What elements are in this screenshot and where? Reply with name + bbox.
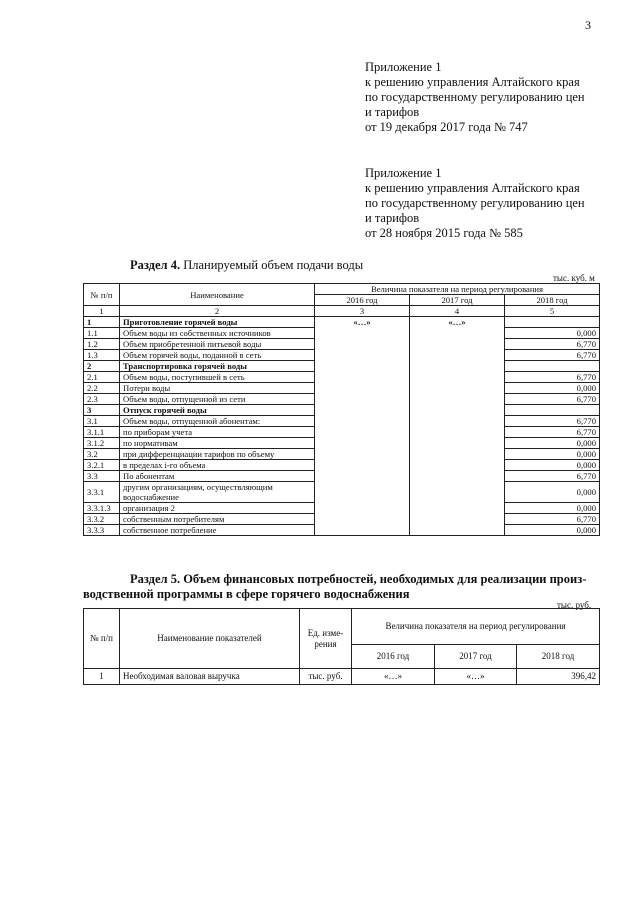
- section4-title-text: Планируемый объем подачи воды: [183, 258, 364, 272]
- appendix-line: и тарифов: [365, 211, 420, 225]
- row-2018: 6,770: [505, 339, 600, 350]
- header-num: № п/п: [84, 609, 120, 669]
- row-name: Объем воды, поступившей в сеть: [120, 372, 315, 383]
- row-2018: 6,770: [505, 416, 600, 427]
- header-index: 2: [120, 306, 315, 317]
- row-name: организация 2: [120, 503, 315, 514]
- row-num: 2: [84, 361, 120, 372]
- row-2017: «…»: [435, 669, 517, 685]
- row-name: Транспортировка горячей воды: [120, 361, 315, 372]
- row-num: 3.3.3: [84, 525, 120, 536]
- appendix-line: по государственному регулированию цен: [365, 90, 585, 104]
- page-number: 3: [585, 18, 591, 32]
- appendix-current: [365, 60, 585, 135]
- row-num: 3.3: [84, 471, 120, 482]
- section5-title: [130, 572, 586, 587]
- appendix-line: Приложение 1: [365, 60, 442, 74]
- header-index: 3: [315, 306, 410, 317]
- row-name: при дифференциации тарифов по объему: [120, 449, 315, 460]
- row-2018: 0,000: [505, 328, 600, 339]
- row-2018: 0,000: [505, 525, 600, 536]
- row-num: 3.2: [84, 449, 120, 460]
- row-2018: 6,770: [505, 372, 600, 383]
- row-2018: 6,770: [505, 471, 600, 482]
- row-2018: 6,770: [505, 427, 600, 438]
- row-name: Потери воды: [120, 383, 315, 394]
- header-index: 4: [410, 306, 505, 317]
- row-num: 3.1: [84, 416, 120, 427]
- row-name: Приготовление горячей воды: [120, 317, 315, 328]
- row-2018: [505, 405, 600, 416]
- appendix-line: к решению управления Алтайского края: [365, 181, 580, 195]
- row-2018: 0,000: [505, 449, 600, 460]
- row-name: По абонентам: [120, 471, 315, 482]
- row-name: Объем приобретенной питьевой воды: [120, 339, 315, 350]
- section5-title-line2: водственной программы в сфере горячего водоснабжения: [83, 587, 410, 601]
- row-2018: [505, 361, 600, 372]
- section4-table: [83, 283, 600, 536]
- row-2018: 0,000: [505, 503, 600, 514]
- section4-unit: тыс. куб. м: [553, 273, 595, 283]
- row-2018: 6,770: [505, 514, 600, 525]
- row-num: 3.1.1: [84, 427, 120, 438]
- table-row: [84, 317, 600, 328]
- section5-label: Раздел 5.: [130, 572, 181, 586]
- row-num: 2.1: [84, 372, 120, 383]
- row-num: 3.3.2: [84, 514, 120, 525]
- row-name: собственным потребителям: [120, 514, 315, 525]
- row-name: Объем воды, отпущенной абонентам:: [120, 416, 315, 427]
- row-name: другим организациям, осуществляющим водоснабжение: [120, 482, 315, 503]
- row-2018: 396,42: [517, 669, 600, 685]
- row-num: 1.3: [84, 350, 120, 361]
- header-2018: 2018 год: [505, 295, 600, 306]
- appendix-line: от 19 декабря 2017 года № 747: [365, 120, 528, 134]
- row-2018: [505, 317, 600, 328]
- section5-table: [83, 608, 600, 685]
- header-2016: 2016 год: [352, 645, 435, 669]
- appendix-line: к решению управления Алтайского края: [365, 75, 580, 89]
- row-num: 3.2.1: [84, 460, 120, 471]
- row-2016: «…»: [315, 317, 410, 536]
- row-num: 1: [84, 317, 120, 328]
- header-2017: 2017 год: [410, 295, 505, 306]
- section4-title: [130, 258, 363, 273]
- row-name: в пределах i-го объема: [120, 460, 315, 471]
- header-index: 5: [505, 306, 600, 317]
- header-period: Величина показателя на период регулирования: [315, 284, 600, 295]
- row-2018: 0,000: [505, 438, 600, 449]
- row-unit: тыс. руб.: [300, 669, 352, 685]
- row-num: 3.1.2: [84, 438, 120, 449]
- row-name: Объем воды, отпущенной из сети: [120, 394, 315, 405]
- row-num: 1.2: [84, 339, 120, 350]
- row-name: Необходимая валовая выручка: [120, 669, 300, 685]
- row-name: Отпуск горячей воды: [120, 405, 315, 416]
- appendix-line: по государственному регулированию цен: [365, 196, 585, 210]
- row-name: по приборам учета: [120, 427, 315, 438]
- row-num: 3.3.1: [84, 482, 120, 503]
- header-unit: Ед. изме-рения: [300, 609, 352, 669]
- header-index: 1: [84, 306, 120, 317]
- row-2017: «…»: [410, 317, 505, 536]
- appendix-line: и тарифов: [365, 105, 420, 119]
- row-num: 2.3: [84, 394, 120, 405]
- row-name: Объем горячей воды, поданной в сеть: [120, 350, 315, 361]
- row-name: собственное потребление: [120, 525, 315, 536]
- row-2018: 0,000: [505, 460, 600, 471]
- appendix-line: от 28 ноября 2015 года № 585: [365, 226, 523, 240]
- row-2018: 0,000: [505, 482, 600, 503]
- header-num: № п/п: [84, 284, 120, 306]
- header-period: Величина показателя на период регулирования: [352, 609, 600, 645]
- section4-label: Раздел 4.: [130, 258, 181, 272]
- section5-unit: тыс. руб.: [557, 600, 592, 610]
- row-num: 3.3.1.3: [84, 503, 120, 514]
- row-num: 1.1: [84, 328, 120, 339]
- row-num: 2.2: [84, 383, 120, 394]
- header-2017: 2017 год: [435, 645, 517, 669]
- appendix-previous: [365, 166, 585, 241]
- row-2018: 0,000: [505, 383, 600, 394]
- row-num: 3: [84, 405, 120, 416]
- header-name: Наименование: [120, 284, 315, 306]
- row-name: Объем воды из собственных источников: [120, 328, 315, 339]
- header-name: Наименование показателей: [120, 609, 300, 669]
- row-num: 1: [84, 669, 120, 685]
- header-2018: 2018 год: [517, 645, 600, 669]
- row-2016: «…»: [352, 669, 435, 685]
- row-name: по нормативам: [120, 438, 315, 449]
- header-2016: 2016 год: [315, 295, 410, 306]
- row-2018: 6,770: [505, 394, 600, 405]
- row-2018: 6,770: [505, 350, 600, 361]
- section5-title-line1: Объем финансовых потребностей, необходимых для реализации произ-: [183, 572, 587, 586]
- table-row: [84, 669, 600, 685]
- appendix-line: Приложение 1: [365, 166, 442, 180]
